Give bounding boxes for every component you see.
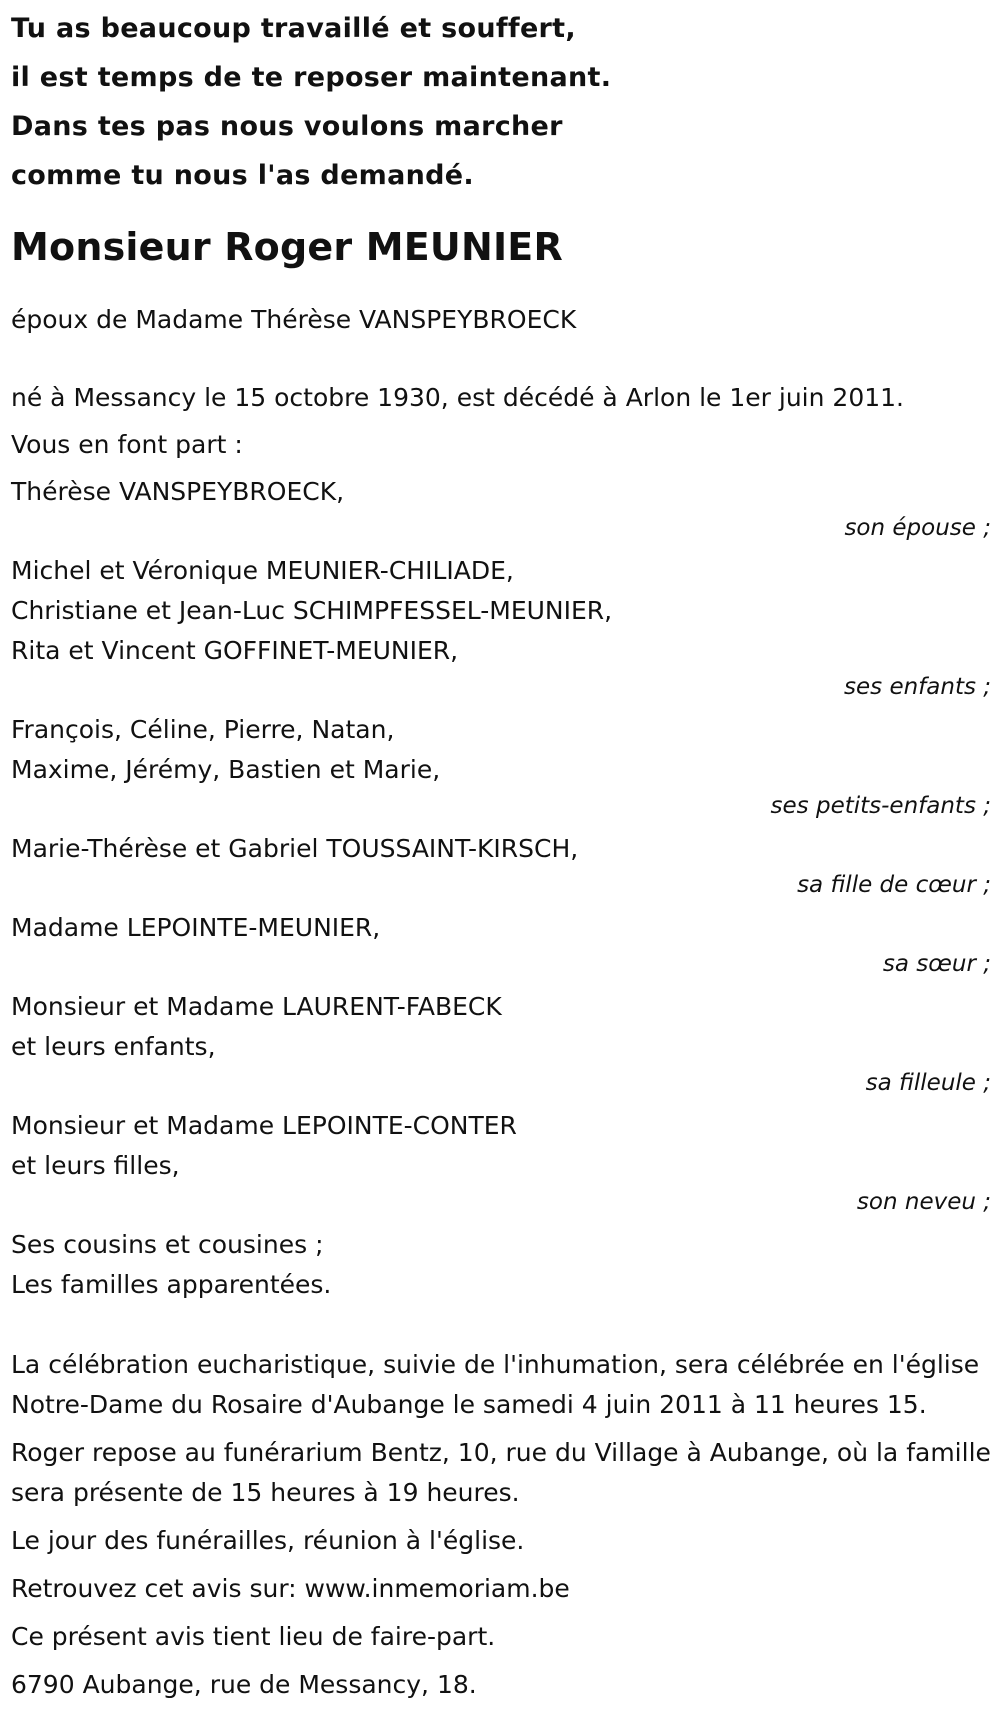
family-group xyxy=(11,908,991,980)
closing-family-line: Les familles apparentées. xyxy=(11,1270,332,1299)
poem-line: comme tu nous l'as demandé. xyxy=(11,160,474,191)
family-member: et leurs enfants, xyxy=(11,1032,216,1061)
birth-death-line: né à Messancy le 15 octobre 1930, est décédé à Arlon le 1er juin 2011. xyxy=(11,383,904,412)
poem-line: Tu as beaucoup travaillé et souffert, xyxy=(11,13,576,44)
family-relation: sa fille de cœur ; xyxy=(797,872,991,898)
family-member: Marie-Thérèse et Gabriel TOUSSAINT-KIRSCH, xyxy=(11,834,579,863)
family-member: et leurs filles, xyxy=(11,1151,180,1180)
obituary-notice xyxy=(11,0,991,1705)
family-relation: sa filleule ; xyxy=(865,1070,991,1096)
family-group xyxy=(11,1106,991,1218)
closing-family xyxy=(11,1225,991,1305)
family-member: Madame LEPOINTE-MEUNIER, xyxy=(11,913,381,942)
family-relation: ses petits-enfants ; xyxy=(770,793,991,819)
family-member: Thérèse VANSPEYBROECK, xyxy=(11,477,345,506)
family-group xyxy=(11,710,991,822)
poem xyxy=(11,0,991,200)
family-relation: sa sœur ; xyxy=(882,951,991,977)
announce-intro: Vous en font part : xyxy=(11,430,243,459)
funeral-meeting-text: Le jour des funérailles, réunion à l'église. xyxy=(11,1526,525,1555)
family-group xyxy=(11,472,991,544)
closing-family-line: Ses cousins et cousines ; xyxy=(11,1230,324,1259)
family-group xyxy=(11,551,991,703)
family-member: Michel et Véronique MEUNIER-CHILIADE, xyxy=(11,556,514,585)
family-member: Monsieur et Madame LAURENT-FABECK xyxy=(11,992,502,1021)
poem-line: Dans tes pas nous voulons marcher xyxy=(11,111,563,142)
repose-text: Roger repose au funérarium Bentz, 10, rue du Village à Aubange, où la famille sera présente de 15 heures à 19 heures. xyxy=(11,1438,991,1507)
celebration-text: La célébration eucharistique, suivie de l'inhumation, sera célébrée en l'église Notre-Dame du Rosaire d'Aubange le samedi 4 juin 2011 à 11 heures 15. xyxy=(11,1350,980,1419)
deceased-name: Monsieur Roger MEUNIER xyxy=(11,225,563,269)
family-member: François, Céline, Pierre, Natan, xyxy=(11,715,395,744)
spouse-line: époux de Madame Thérèse VANSPEYBROECK xyxy=(11,305,577,334)
family-group xyxy=(11,829,991,901)
family-relation: ses enfants ; xyxy=(844,674,991,700)
family-group xyxy=(11,987,991,1099)
notice-line: Ce présent avis tient lieu de faire-part. xyxy=(11,1622,496,1651)
family-member: Rita et Vincent GOFFINET-MEUNIER, xyxy=(11,636,459,665)
website-line: Retrouvez cet avis sur: www.inmemoriam.be xyxy=(11,1574,570,1603)
family-relation: son neveu ; xyxy=(856,1189,991,1215)
family-relation: son épouse ; xyxy=(844,515,991,541)
poem-line: il est temps de te reposer maintenant. xyxy=(11,62,612,93)
family-member: Christiane et Jean-Luc SCHIMPFESSEL-MEUNIER, xyxy=(11,596,613,625)
address: 6790 Aubange, rue de Messancy, 18. xyxy=(11,1670,477,1699)
family-member: Monsieur et Madame LEPOINTE-CONTER xyxy=(11,1111,517,1140)
family-member: Maxime, Jérémy, Bastien et Marie, xyxy=(11,755,441,784)
